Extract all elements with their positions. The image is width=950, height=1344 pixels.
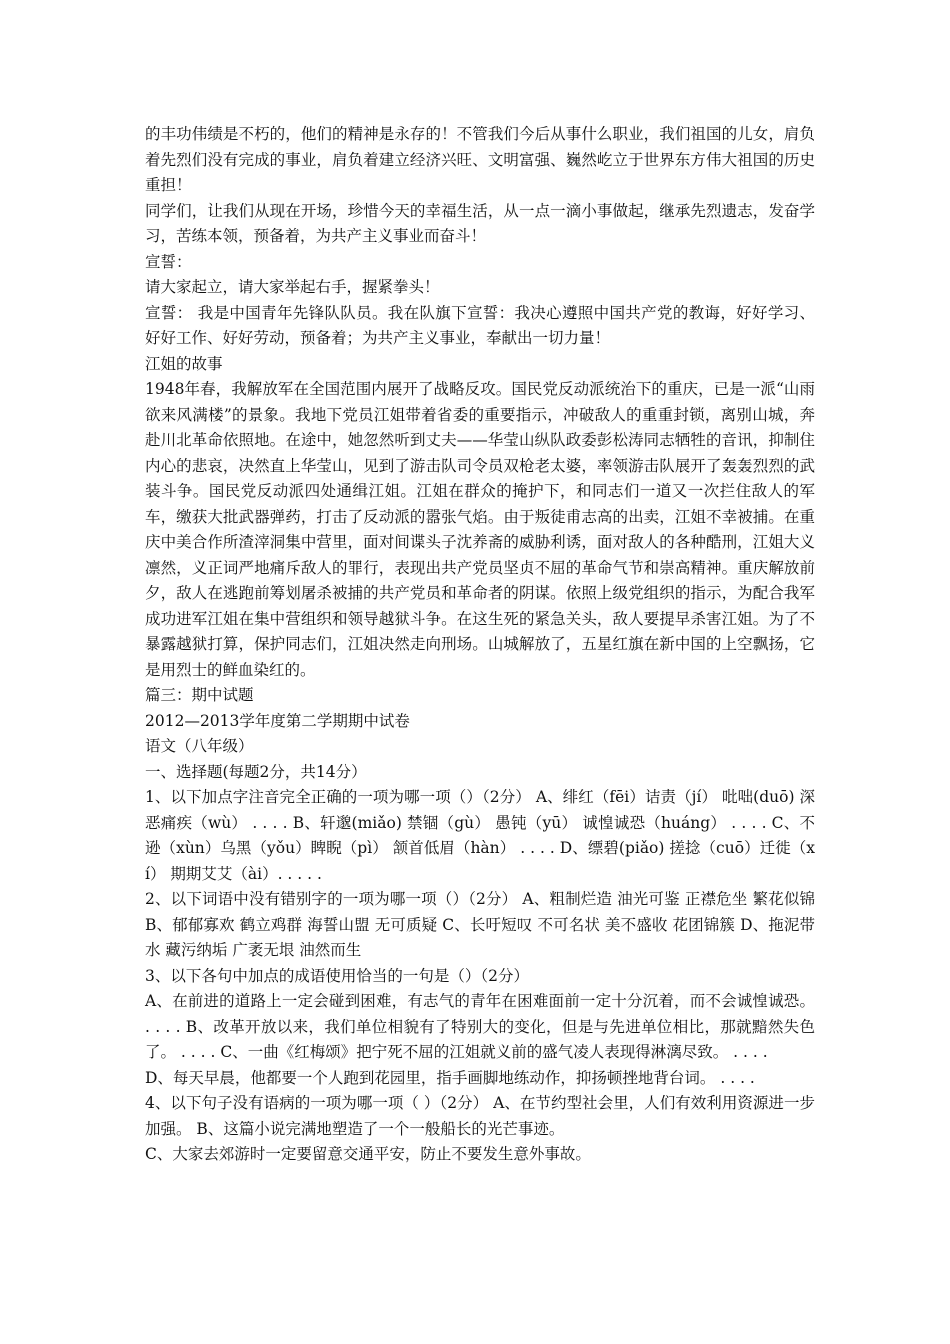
heading-jiangjie-story: 江姐的故事 bbox=[145, 354, 223, 373]
question-4: 4、以下句子没有语病的一项为哪一项（ ）（2分） A、在节约型社会里，人们有效利用资源进一步加强。 B、这篇小说完满地塑造了一个一般船长的光芒事迹。 bbox=[145, 1094, 815, 1138]
section-choice-heading: 一、选择题(每题2分，共14分） bbox=[145, 762, 367, 781]
paragraph-students-call: 同学们，让我们从现在开场，珍惜今天的幸福生活，从一点一滴小事做起，继承先烈遗志，发奋学习，苦练本领，预备着，为共产主义事业而奋斗！ bbox=[145, 201, 815, 245]
question-1: 1、以下加点字注音完全正确的一项为哪一项（）（2分） A、绯红（fēi）诘责（jí） 吡咄(duō) 深恶痛疾（wù） . . . . B、轩邈(miǎo) 禁锢（gù） 愚钝（yū） 诚惶诚恐（huáng） . . . . C、不逊（xùn）乌黑（yǒu）睥睨（pì） 颔首低眉（hàn） . . . . D、缥碧(piǎo) 搓捻（cuō）迁徙（xí） 期期艾艾（ài）. . . . . bbox=[145, 788, 815, 883]
paragraph-oath-text: 宣誓： 我是中国青年先锋队队员。我在队旗下宣誓：我决心遵照中国共产党的教诲，好好学习、好好工作、好好劳动，预备着；为共产主义事业，奉献出一切力量！ bbox=[145, 303, 815, 347]
paragraph-stand-up: 请大家起立，请大家举起右手，握紧拳头！ bbox=[145, 278, 440, 296]
heading-oath: 宣誓： bbox=[145, 252, 192, 271]
paragraph-jiangjie-story: 1948年春，我解放军在全国范围内展开了战略反攻。国民党反动派统治下的重庆，已是一派“山雨欲来风满楼”的景象。我地下党员江姐带着省委的重要指示，冲破敌人的重重封锁，离别山城，奔赴川北革命依照地。在途中，她忽然听到丈夫——华莹山纵队政委彭松涛同志牺牲的音讯，抑制住内心的悲哀，决然直上华莹山，见到了游击队司令员双枪老太婆，率领游击队展开了轰轰烈烈的武装斗争。国民党反动派四处通缉江姐。江姐在群众的掩护下，和同志们一道又一次拦住敌人的军车，缴获大批武器弹药，打击了反动派的嚣张气焰。由于叛徒甫志高的出卖，江姐不幸被捕。在重庆中美合作所渣滓洞集中营里，面对间谍头子沈养斋的威胁利诱，面对敌人的各种酷刑，江姐大义凛然，义正词严地痛斥敌人的罪行，表现出共产党员坚贞不屈的革命气节和崇高精神。重庆解放前夕，敌人在逃跑前筹划屠杀被捕的共产党员和革命者的阴谋。依照上级党组织的指示，为配合我军成功进军江姐在集中营组织和领导越狱斗争。在这生死的紧急关头，敌人要提早杀害江姐。为了不暴露越狱打算，保护同志们，江姐决然走向刑场。山城解放了，五星红旗在新中国的上空飘扬，它是用烈士的鲜血染红的。 bbox=[145, 380, 815, 679]
question-4-option-c: C、大家去郊游时一定要留意交通平安，防止不要发生意外事故。 bbox=[145, 1145, 591, 1163]
heading-part-three: 篇三：期中试题 bbox=[145, 686, 254, 704]
exam-title: 2012—2013学年度第二学期期中试卷 bbox=[145, 711, 410, 730]
question-3: 3、以下各句中加点的成语使用恰当的一句是（）（2分） bbox=[145, 966, 529, 985]
document-page bbox=[145, 122, 815, 1168]
question-3-option-d: D、每天早晨，他都要一个人跑到花园里，指手画脚地练动作，抑扬顿挫地背台词。 . . . . bbox=[145, 1068, 755, 1087]
exam-subject: 语文（八年级） bbox=[145, 737, 254, 755]
question-2: 2、以下词语中没有错别字的一项为哪一项（）（2分） A、粗制烂造 油光可鉴 正襟危坐 繁花似锦 B、郁郁寡欢 鹤立鸡群 海誓山盟 无可质疑 C、长吁短叹 不可名状 美不盛收 花团锦簇 D、拖泥带水 藏污纳垢 广袤无垠 油然而生 bbox=[145, 890, 815, 959]
paragraph-martyrs-legacy: 的丰功伟绩是不朽的，他们的精神是永存的！不管我们今后从事什么职业，我们祖国的儿女，肩负着先烈们没有完成的事业，肩负着建立经济兴旺、文明富强、巍然屹立于世界东方伟大祖国的历史重担！ bbox=[145, 125, 815, 194]
question-3-options-abc: A、在前进的道路上一定会碰到困难，有志气的青年在困难面前一定十分沉着，而不会诚惶诚恐。 . . . . B、改革开放以来，我们单位相貌有了特别大的变化，但是与先进单位相比，那就黯然失色了。 . . . . C、一曲《红梅颂》把宁死不屈的江姐就义前的盛气凌人表现得淋漓尽致。 . . . . bbox=[145, 992, 815, 1061]
